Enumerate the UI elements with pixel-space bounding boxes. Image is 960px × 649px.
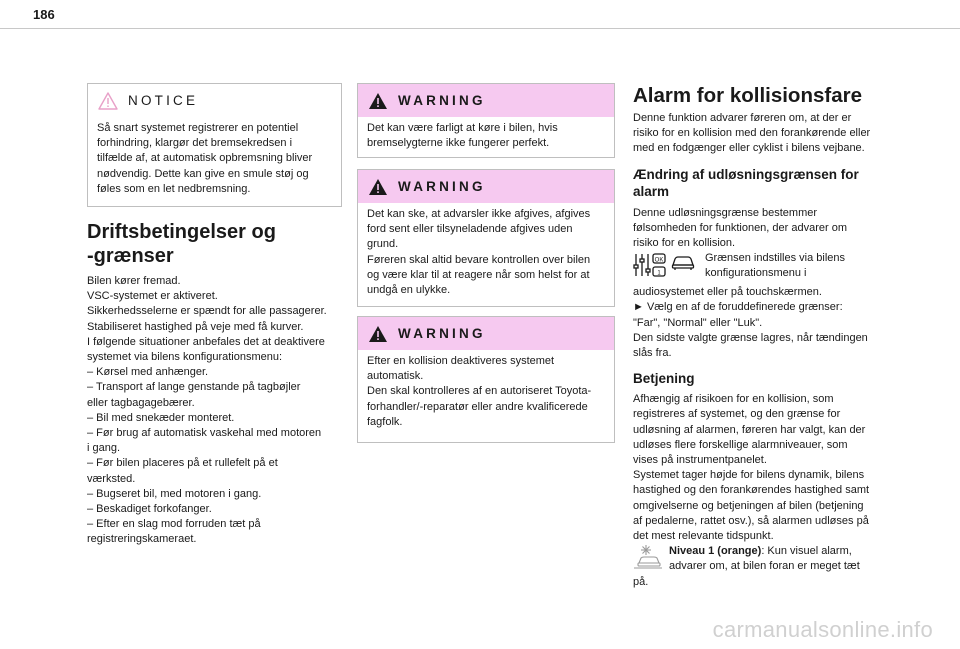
subheading-line: alarm: [633, 183, 670, 199]
level1-row: [633, 544, 895, 574]
warning-line: ford sent eller tilsyneladende afgives uden: [367, 223, 573, 236]
collision-alert-icon: [633, 544, 669, 572]
text-line: Sikkerhedsselerne er spændt for alle passagerer.: [87, 305, 327, 318]
level1-desc: : Kun visuel alarm,: [761, 545, 852, 558]
right-text-column: [633, 84, 895, 590]
text-line: systemet via bilens konfigurationsmenu:: [87, 351, 283, 364]
warning-line: og være klar til at reagere når som helst for at: [367, 268, 590, 281]
text-line: – Bugseret bil, med motoren i gang.: [87, 487, 262, 500]
settings-instruction: [633, 251, 895, 285]
warning-body: [358, 117, 614, 160]
warning-box-1: [357, 83, 615, 158]
warning-triangle-filled-icon: [368, 178, 388, 196]
header-rule: [0, 28, 960, 29]
settings-text: [705, 251, 845, 281]
text-line: udløsning af alarmen, føreren har valgt, kan der: [633, 423, 866, 436]
text-line: – Transport af lange genstande på tagbøjler: [87, 381, 301, 394]
notice-box: [87, 83, 342, 207]
conditions-text: [87, 274, 349, 548]
text-line: VSC-systemet er aktiveret.: [87, 290, 218, 303]
text-line: Bilen kører fremad.: [87, 275, 181, 287]
text-line: ► Vælg en af de foruddefinerede grænser:: [633, 301, 843, 314]
text-line: registreres af systemet, og den grænse for: [633, 408, 841, 421]
text-line: slås fra.: [633, 347, 672, 360]
text-line: registreringskameraet.: [87, 533, 197, 546]
text-line: Den sidste valgte grænse lagres, når tændingen: [633, 331, 868, 344]
text-line: vises på instrumentpanelet.: [633, 454, 767, 467]
warning-line: forhandler/-reparatør eller andre kvalificerede: [367, 400, 588, 413]
warning-triangle-filled-icon: [368, 325, 388, 343]
notice-line: Så snart systemet registrerer en potentiel: [97, 122, 299, 134]
notice-line: forhindring, klargør det bremsekredsen i: [97, 137, 293, 150]
car-icon: [671, 251, 705, 285]
notice-line: tilfælde af, at automatisk opbremsning bliver: [97, 152, 313, 165]
subheading-operation: Betjening: [633, 371, 695, 387]
level1-label: Niveau 1 (orange): [669, 545, 762, 558]
text-line: "Far", "Normal" eller "Luk".: [633, 316, 763, 329]
text-line: Stabiliseret hastighed på veje med få kurver.: [87, 320, 304, 333]
text-line: risiko for en kollision.: [633, 237, 736, 250]
text-line: – Kørsel med anhænger.: [87, 366, 209, 379]
text-line: eller tagbagagebærer.: [87, 396, 195, 409]
text-line: [669, 544, 860, 559]
notice-line: føles som en let nedbremsning.: [97, 182, 251, 195]
warning-line: Føreren skal altid bevare kontrollen over bilen: [367, 253, 591, 266]
warning-header: [358, 317, 614, 350]
warning-body: [358, 350, 614, 439]
text-line: – Før bilen placeres på et rullefelt på et: [87, 457, 278, 470]
warning-body: [358, 203, 614, 307]
notice-body: [88, 117, 341, 206]
warning-line: grund.: [367, 238, 399, 251]
text-line: Afhængig af risikoen for en kollision, som: [633, 393, 834, 406]
text-line: Denne udløsningsgrænse bestemmer: [633, 206, 818, 219]
svg-text:OK: OK: [654, 257, 664, 264]
svg-text:1: 1: [657, 270, 661, 277]
left-text-column: [87, 220, 349, 548]
threshold-steps: [633, 285, 895, 361]
text-line: – Efter en slag mod forruden tæt på: [87, 518, 261, 531]
warning-triangle-filled-icon: [368, 92, 388, 110]
warning-line: Efter en kollision deaktiveres systemet: [367, 355, 555, 367]
subheading-line: Ændring af udløsningsgrænsen for: [633, 166, 859, 182]
section-heading: [87, 220, 349, 268]
warning-line: fagfolk.: [367, 415, 403, 428]
text-line: konfigurationsmenu i: [705, 267, 807, 280]
threshold-text: [633, 206, 895, 252]
notice-title: NOTICE: [128, 93, 199, 108]
text-line: Systemet tager højde for bilens dynamik, bilens: [633, 469, 865, 482]
level1-text: [669, 544, 860, 574]
warning-line: Det kan ske, at advarsler ikke afgives, afgives: [367, 208, 591, 220]
page-number: 186: [33, 7, 55, 22]
warning-line: automatisk.: [367, 370, 424, 383]
text-line: af pedalerne, rattet osv.), så alarmen udløses på: [633, 514, 869, 527]
text-line: det mest relevante tidspunkt.: [633, 530, 774, 543]
text-line: udløses flere forskellige alarmniveauer, som: [633, 438, 848, 451]
operation-text: [633, 392, 895, 544]
text-line: – Bil med snekæder monteret.: [87, 411, 235, 424]
text-line: Denne funktion advarer føreren om, at der er: [633, 112, 852, 124]
section-title: Alarm for kollisionsfare: [633, 84, 862, 107]
warning-line: Den skal kontrolleres af en autoriseret Toyota-: [367, 385, 592, 398]
text-line: audiosystemet eller på touchskærmen.: [633, 286, 822, 299]
warning-header: [358, 84, 614, 117]
text-line: I følgende situationer anbefales det at deaktivere: [87, 335, 325, 348]
settings-menu-icon: [633, 251, 671, 281]
level1-tail: på.: [633, 575, 649, 588]
text-line: – Beskadiget forkofanger.: [87, 503, 212, 516]
text-line: advarer om, at bilen foran er meget tæt: [669, 560, 860, 573]
text-line: værksted.: [87, 472, 136, 485]
warning-box-3: [357, 316, 615, 443]
watermark: carmanualsonline.info: [712, 617, 933, 642]
warning-title: WARNING: [398, 93, 486, 108]
text-line: – Før brug af automatisk vaskehal med motoren: [87, 427, 322, 440]
warning-line: Det kan være farligt at køre i bilen, hvis: [367, 122, 558, 134]
warning-header: [358, 170, 614, 203]
text-line: med en fodgænger eller cyklist i bilens vejbane.: [633, 142, 865, 155]
notice-header: [88, 84, 341, 117]
subheading-threshold: [633, 166, 895, 200]
intro-text: [633, 111, 895, 157]
text-line: omgivelserne og betjeningen af bilen (betjening: [633, 499, 864, 512]
text-line: hastighed og den forankørendes hastighed samt: [633, 484, 870, 497]
text-line: Grænsen indstilles via bilens: [705, 252, 846, 265]
warning-box-2: [357, 169, 615, 307]
heading-line: Driftsbetingelser og: [87, 221, 276, 243]
warning-title: WARNING: [398, 326, 486, 341]
warning-line: bremselygterne ikke fungerer perfekt.: [367, 137, 550, 150]
warning-line: undgå en ulykke.: [367, 284, 451, 297]
notice-line: nødvendig. Dette kan give en smule støj og: [97, 167, 309, 180]
warning-triangle-outline-icon: [98, 92, 118, 110]
text-line: følsomheden for funktionen, der advarer om: [633, 221, 848, 234]
text-line: risiko for en kollision med den forankørende eller: [633, 127, 871, 140]
warning-title: WARNING: [398, 179, 486, 194]
heading-line: -grænser: [87, 245, 174, 267]
text-line: i gang.: [87, 442, 121, 455]
